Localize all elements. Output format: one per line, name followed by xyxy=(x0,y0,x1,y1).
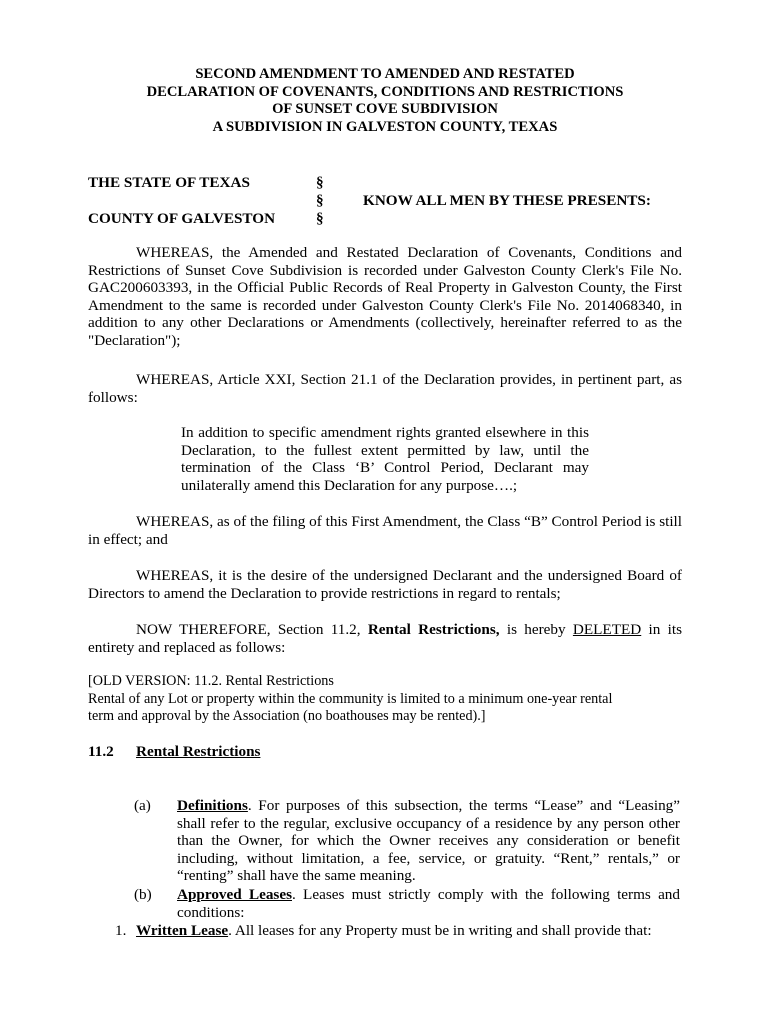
old-version-block xyxy=(88,673,688,726)
title-line-2: DECLARATION OF COVENANTS, CONDITIONS AND RESTRICTIONS xyxy=(146,83,624,100)
title-line-3: OF SUNSET COVE SUBDIVISION xyxy=(272,101,498,118)
old-version-line-1: [OLD VERSION: 11.2. Rental Restrictions xyxy=(88,673,334,689)
document-title xyxy=(0,66,770,136)
caption-section-mark-2: § xyxy=(316,192,324,209)
whereas-4-text: WHEREAS, it is the desire of the undersigned Declarant and the undersigned Board of Directors to amend the Declaration to provide restrictions in regard to rentals; xyxy=(88,567,682,602)
whereas-paragraph-1 xyxy=(88,244,682,350)
item-a-body xyxy=(177,797,680,885)
old-version-line-3: term and approval by the Association (no boathouses may be rented).] xyxy=(88,708,486,725)
item-a-heading: Definitions xyxy=(177,797,248,814)
whereas-3-text: WHEREAS, as of the filing of this First Amendment, the Class “B” Control Period is still in effect; and xyxy=(88,513,682,548)
block-quote: In addition to specific amendment rights granted elsewhere in this Declaration, to the fullest extent permitted by law, until the termination of the Class ‘B’ Control Period, Declarant may unilaterally amend this Declaration for any purpose….; xyxy=(181,424,589,494)
item-b-heading: Approved Leases xyxy=(177,886,292,903)
section-heading: Rental Restrictions xyxy=(136,743,261,760)
whereas-paragraph-3 xyxy=(88,513,682,548)
whereas-paragraph-2 xyxy=(88,371,682,406)
now-mid: is hereby xyxy=(499,621,573,638)
caption-section-mark-3: § xyxy=(316,210,324,227)
item-1-text: . All leases for any Property must be in writing and shall provide that: xyxy=(228,922,652,939)
item-1-label: 1. xyxy=(115,922,127,939)
old-version-line-2: Rental of any Lot or property within the community is limited to a minimum one-year rental xyxy=(88,690,613,707)
caption-county: COUNTY OF GALVESTON xyxy=(88,210,276,227)
now-prefix: NOW THEREFORE, Section 11.2, xyxy=(136,621,368,638)
item-1-heading: Written Lease xyxy=(136,922,229,939)
item-b-text: . Leases must strictly comply with the following terms and conditions: xyxy=(177,886,680,921)
item-b-label: (b) xyxy=(134,886,152,903)
section-number: 11.2 xyxy=(88,743,114,760)
item-a-text: . For purposes of this subsection, the terms “Lease” and “Leasing” shall refer to the regular, exclusive occupancy of a residence by any person other than the Owner, for which the Owner receives any consideration or benefit including, without limitation, a fee, service, or gratuity. “Rent,” rentals,” or “renting” shall have the same meaning. xyxy=(177,797,680,885)
whereas-2-text: WHEREAS, Article XXI, Section 21.1 of the Declaration provides, in pertinent part, as follows: xyxy=(88,371,682,406)
now-bold: Rental Restrictions, xyxy=(367,621,500,638)
caption-section-mark-1: § xyxy=(316,174,324,191)
whereas-1-text: WHEREAS, the Amended and Restated Declaration of Covenants, Conditions and Restrictions of Sunset Cove Subdivision is recorded under Galveston County Clerk's File No. GAC200603393, in the Official Public Records of Real Property in Galveston County, the First Amendment to the same is recorded under Galveston County Clerk's File No. 2014068340, in addition to any other Declarations or Amendments (collectively, hereinafter referred to as the "Declaration"); xyxy=(88,244,682,349)
item-1-body xyxy=(136,922,652,940)
caption-know-all: KNOW ALL MEN BY THESE PRESENTS: xyxy=(363,192,651,209)
item-a-label: (a) xyxy=(134,797,151,814)
caption-state: THE STATE OF TEXAS xyxy=(88,174,250,191)
item-b-body xyxy=(177,886,680,921)
whereas-paragraph-4 xyxy=(88,567,682,602)
title-line-4: A SUBDIVISION IN GALVESTON COUNTY, TEXAS xyxy=(212,118,558,135)
now-suffix: in its entirety and replaced as follows: xyxy=(88,621,682,656)
title-line-1: SECOND AMENDMENT TO AMENDED AND RESTATED xyxy=(195,66,575,82)
now-therefore-paragraph xyxy=(88,621,682,656)
now-deleted: DELETED xyxy=(572,621,642,638)
